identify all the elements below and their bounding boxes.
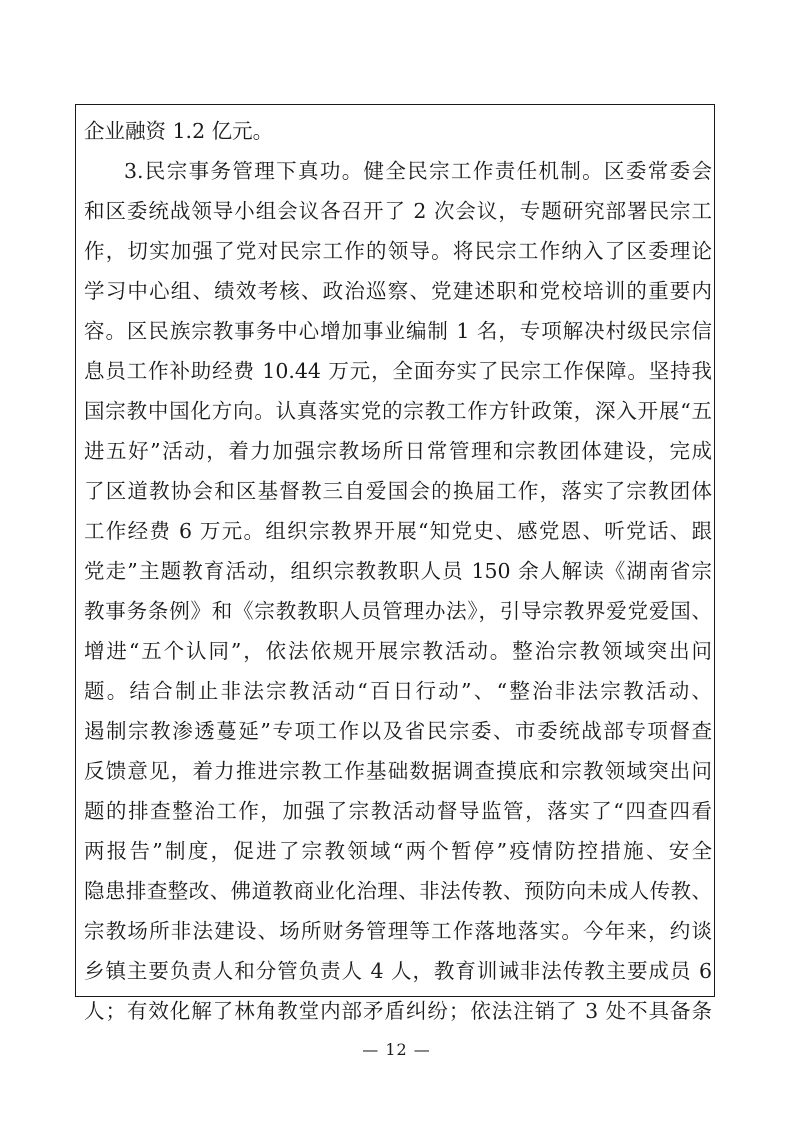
text-line: 宗教场所非法建设、场所财务管理等工作落地落实。今年来，约谈 [84,919,712,943]
text-line: 国宗教中国化方向。认真落实党的宗教工作方针政策，深入开展“五 [84,399,712,423]
text-line: 两报告”制度，促进了宗教领域“两个暂停”疫情防控措施、安全 [84,839,712,863]
text-line: 容。区民族宗教事务中心增加事业编制 1 名，专项解决村级民宗信 [84,319,712,343]
text-line: 工作经费 6 万元。组织宗教界开展“知党史、感党恩、听党话、跟 [84,519,712,543]
text-line: 3.民宗事务管理下真功。健全民宗工作责任机制。区委常委会 [124,159,712,183]
text-line: 企业融资 1.2 亿元。 [84,119,274,143]
text-line: 反馈意见，着力推进宗教工作基础数据调查摸底和宗教领域突出问 [84,759,712,783]
text-line: 乡镇主要负责人和分管负责人 4 人，教育训诫非法传教主要成员 6 [84,959,712,983]
text-line: 了区道教协会和区基督教三自爱国会的换届工作，落实了宗教团体 [84,479,712,503]
text-line: 作，切实加强了党对民宗工作的领导。将民宗工作纳入了区委理论 [84,239,712,263]
text-line: 学习中心组、绩效考核、政治巡察、党建述职和党校培训的重要内 [84,279,712,303]
text-line: 增进“五个认同”，依法依规开展宗教活动。整治宗教领域突出问 [84,639,712,663]
text-line: 党走”主题教育活动，组织宗教教职人员 150 余人解读《湖南省宗 [84,559,712,583]
text-line: 教事务条例》和《宗教教职人员管理办法》，引导宗教界爱党爱国、 [84,599,712,623]
text-line: 隐患排查整改、佛道教商业化治理、非法传教、预防向未成人传教、 [84,879,712,903]
text-line: 人；有效化解了林角教堂内部矛盾纠纷；依法注销了 3 处不具备条 [84,999,712,1023]
text-line: 进五好”活动，着力加强宗教场所日常管理和宗教团体建设，完成 [84,439,712,463]
page-number: — 12 — [362,1040,431,1059]
text-line: 和区委统战领导小组会议各召开了 2 次会议，专题研究部署民宗工 [84,199,712,223]
text-line: 遏制宗教渗透蔓延”专项工作以及省民宗委、市委统战部专项督查 [84,719,712,743]
text-line: 题的排查整治工作，加强了宗教活动督导监管，落实了“四查四看 [84,799,712,823]
text-line: 息员工作补助经费 10.44 万元，全面夯实了民宗工作保障。坚持我 [84,359,712,383]
text-line: 题。结合制止非法宗教活动“百日行动”、“整治非法宗教活动、 [84,679,712,703]
